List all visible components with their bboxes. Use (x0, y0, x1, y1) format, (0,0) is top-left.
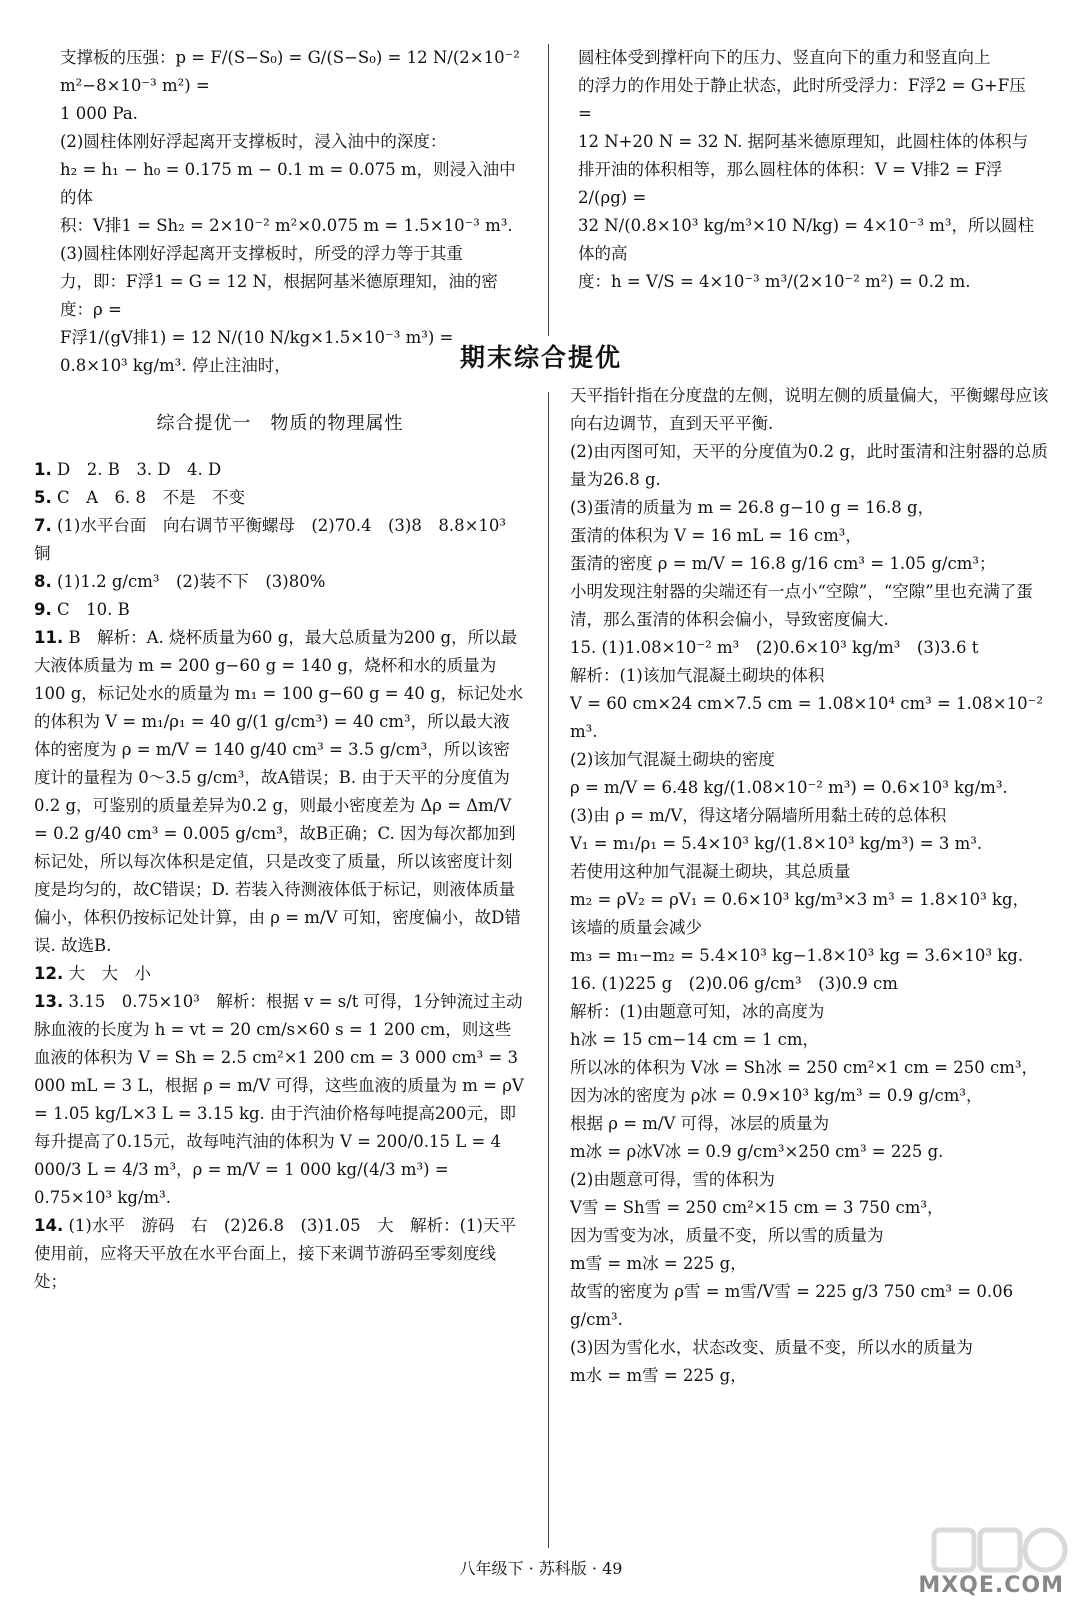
answer-item (34, 960, 526, 988)
right-column-line: 16. (1)225 g (2)0.06 g/cm³ (3)0.9 cm (570, 974, 898, 993)
right-column-line: (3)因为雪化水，状态改变、质量不变，所以水的质量为 (570, 1338, 973, 1357)
answer-text: C 10. B (57, 600, 130, 619)
top-right-line: 12 N+20 N = 32 N. 据阿基米德原理知，此圆柱体的体积与 (578, 132, 1029, 151)
question-number: 11. (34, 628, 64, 647)
page-footer: 八年级下 · 苏科版 · 49 (459, 1559, 623, 1578)
section-title: 期末综合提优 (459, 343, 622, 372)
top-right-column (578, 44, 1043, 296)
answer-text: 大 大 小 (68, 964, 151, 983)
question-number: 13. (34, 992, 64, 1011)
top-right-line: 32 N/(0.8×10³ kg/m³×10 N/kg) = 4×10⁻³ m³，所以圆柱体的高 (578, 216, 1034, 263)
column-divider-top (548, 44, 549, 336)
top-left-line: 力，即：F浮1 = G = 12 N，根据阿基米德原理知，油的密度：ρ = (60, 272, 498, 319)
question-number: 1. (34, 460, 52, 479)
right-column-line: m水 = m雪 = 225 g， (570, 1366, 747, 1385)
answer-text: D 2. B 3. D 4. D (57, 460, 222, 479)
right-column-line: h冰 = 15 cm−14 cm = 1 cm， (570, 1030, 819, 1049)
left-column (34, 400, 530, 1296)
answer-item (34, 988, 530, 1212)
right-column-line: 解析：(1)该加气混凝土砌块的体积 (570, 666, 825, 685)
answer-item (34, 624, 526, 960)
top-right-line: 圆柱体受到撑杆向下的压力、竖直向下的重力和竖直向上 (578, 48, 991, 67)
question-number: 5. (34, 488, 52, 507)
answer-item (34, 456, 526, 484)
question-number: 8. (34, 572, 52, 591)
answer-text: C A 6. 8 不是 不变 (57, 488, 246, 507)
right-column-line: ρ = m/V = 6.48 kg/(1.08×10⁻² m³) = 0.6×10³ kg/m³. (570, 778, 1008, 797)
right-column-line: (3)蛋清的质量为 m = 26.8 g−10 g = 16.8 g， (570, 498, 935, 517)
right-column-line: 天平指针指在分度盘的左侧，说明左侧的质量偏大，平衡螺母应该向右边调节，直到天平平衡. (570, 386, 1049, 433)
right-column-line: 小明发现注射器的尖端还有一点小“空隙”，“空隙”里也充满了蛋清，那么蛋清的体积会偏小，导致密度偏大. (570, 582, 1033, 629)
right-column-line: 该墙的质量会减少 (570, 918, 702, 937)
answer-text: 3.15 0.75×10³ 解析：根据 v = s/t 可得，1分钟流过主动脉血液的长度为 h = vt = 20 cm/s×60 s = 1 200 cm，则这些血液的体积为 V = Sh = 2.5 cm²×1 200 cm = 3 000 cm³ = 3 000 mL = 3 L，根据 ρ = m/V 可得，这些血液的质量为 m = ρV = 1.05 kg/L×3 L = 3.15 kg. 由于汽油价格每吨提高200元，即每升提高了0.15元，故每吨汽油的体积为 V = 200/0.15 L = 4 000/3 L = 4/3 m³，ρ = m/V = 1 000 kg/(4/3 m³) = 0.75×10³ kg/m³. (34, 992, 530, 1207)
top-left-line: h₂ = h₁ − h₀ = 0.175 m − 0.1 m = 0.075 m，则浸入油中的体 (60, 160, 516, 207)
right-column-line: (2)由丙图可知，天平的分度值为0.2 g，此时蛋清和注射器的总质量为26.8 g. (570, 442, 1048, 489)
right-column-line: V = 60 cm×24 cm×7.5 cm = 1.08×10⁴ cm³ = 1.08×10⁻² m³. (570, 694, 1049, 741)
answer-item (34, 484, 526, 512)
question-number: 12. (34, 964, 64, 983)
answer-text: (1)水平 游码 右 (2)26.8 (3)1.05 大 解析：(1)天平使用前，应将天平放在水平台面上，接下来调节游码至零刻度线处； (34, 1216, 516, 1291)
question-number: 9. (34, 600, 52, 619)
top-left-column (60, 44, 525, 380)
answer-list-left (34, 456, 530, 1296)
question-number: 14. (34, 1216, 64, 1235)
right-column-line: 所以冰的体积为 V冰 = Sh冰 = 250 cm²×1 cm = 250 cm³， (570, 1058, 1038, 1077)
right-column-line: 因为冰的密度为 ρ冰 = 0.9×10³ kg/m³ = 0.9 g/cm³， (570, 1086, 983, 1105)
top-right-line: 的浮力的作用处于静止状态，此时所受浮力：F浮2 = G+F压 = (578, 76, 1031, 123)
right-column-line: V雪 = Sh雪 = 250 cm²×15 cm = 3 750 cm³， (570, 1198, 944, 1217)
right-column-line: (2)该加气混凝土砌块的密度 (570, 750, 775, 769)
right-column-line: 蛋清的体积为 V = 16 mL = 16 cm³， (570, 526, 862, 545)
right-column-line: 15. (1)1.08×10⁻² m³ (2)0.6×10³ kg/m³ (3)3.6 t (570, 638, 979, 657)
right-column-line: (2)由题意可得，雪的体积为 (570, 1170, 775, 1189)
right-column-line: m冰 = ρ冰V冰 = 0.9 g/cm³×250 cm³ = 225 g. (570, 1142, 944, 1161)
top-left-line: 支撑板的压强：p = F/(S−S₀) = G/(S−S₀) = 12 N/(2×10⁻² m²−8×10⁻³ m²) = (60, 48, 526, 95)
right-column-line: 蛋清的密度 ρ = m/V = 16.8 g/16 cm³ = 1.05 g/cm³； (570, 554, 996, 573)
top-right-line: 排开油的体积相等，那么圆柱体的体积：V = V排2 = F浮2/(ρg) = (578, 160, 1003, 207)
right-column-line: 因为雪变为冰，质量不变，所以雪的质量为 (570, 1226, 884, 1245)
column-divider-main (548, 392, 549, 1548)
watermark-text: MXQE.COM (918, 1573, 1064, 1598)
right-column-line: (3)由 ρ = m/V，得这堵分隔墙所用黏土砖的总体积 (570, 806, 947, 825)
right-column-line: 解析：(1)由题意可知，冰的高度为 (570, 1002, 825, 1021)
top-left-line: (3)圆柱体刚好浮起离开支撑板时，所受的浮力等于其重 (60, 244, 463, 263)
answer-text: B 解析：A. 烧杯质量为60 g，最大总质量为200 g，所以最大液体质量为 m = 200 g−60 g = 140 g，烧杯和水的质量为100 g，标记处水的质量为 m₁ = 100 g−60 g = 40 g，标记处水的体积为 V = m₁/ρ₁ = 40 g/(1 g/cm³) = 40 cm³，所以最大液体的密度为 ρ = m/V = 140 g/40 cm³ = 3.5 g/cm³，所以该密度计的量程为 0～3.5 g/cm³，故A错误；B. 由于天平的分度值为0.2 g，可鉴别的质量差异为0.2 g，则最小密度差为 Δρ = Δm/V = 0.2 g/40 cm³ = 0.005 g/cm³，故B正确；C. 因为每次都加到标记处，所以每次体积是定值，只是改变了质量，所以该密度计刻度是均匀的，故C错误；D. 若装入待测液体低于标记，则液体质量偏小，体积仍按标记处计算，由 ρ = m/V 可知，密度偏小，故D错误. 故选B. (34, 628, 524, 955)
answer-text: (1)水平台面 向右调节平衡螺母 (2)70.4 (3)8 8.8×10³ 铜 (34, 516, 523, 563)
answer-item (34, 568, 526, 596)
right-column-line: m₂ = ρV₂ = ρV₁ = 0.6×10³ kg/m³×3 m³ = 1.8×10³ kg， (570, 890, 1030, 909)
answer-item (34, 1212, 526, 1296)
question-number: 7. (34, 516, 52, 535)
top-left-line: F浮1/(gV排1) = 12 N/(10 N/kg×1.5×10⁻³ m³) = 0.8×10³ kg/m³. 停止注油时， (60, 328, 459, 375)
top-left-line: 1 000 Pa. (60, 104, 138, 123)
right-column-line: m₃ = m₁−m₂ = 5.4×10³ kg−1.8×10³ kg = 3.6×10³ kg. (570, 946, 1024, 965)
top-left-line: 积：V排1 = Sh₂ = 2×10⁻² m²×0.075 m = 1.5×10⁻³ m³. (60, 216, 513, 235)
right-column-line: 故雪的密度为 ρ雪 = m雪/V雪 = 225 g/3 750 cm³ = 0.06 g/cm³. (570, 1282, 1019, 1329)
right-column-line: 若使用这种加气混凝土砌块，其总质量 (570, 862, 851, 881)
subsection-title: 综合提优一 物质的物理属性 (156, 413, 404, 434)
top-left-line: (2)圆柱体刚好浮起离开支撑板时，浸入油中的深度： (60, 132, 447, 151)
top-right-line: 度：h = V/S = 4×10⁻³ m³/(2×10⁻² m²) = 0.2 m. (578, 272, 971, 291)
right-column-line: V₁ = m₁/ρ₁ = 5.4×10³ kg/(1.8×10³ kg/m³) = 3 m³. (570, 834, 983, 853)
right-column-line: 根据 ρ = m/V 可得，冰层的质量为 (570, 1114, 830, 1133)
right-column (570, 382, 1050, 1390)
answer-item (34, 512, 526, 568)
answer-text: (1)1.2 g/cm³ (2)装不下 (3)80% (57, 572, 326, 591)
right-column-line: m雪 = m冰 = 225 g， (570, 1254, 747, 1273)
answer-item (34, 596, 526, 624)
